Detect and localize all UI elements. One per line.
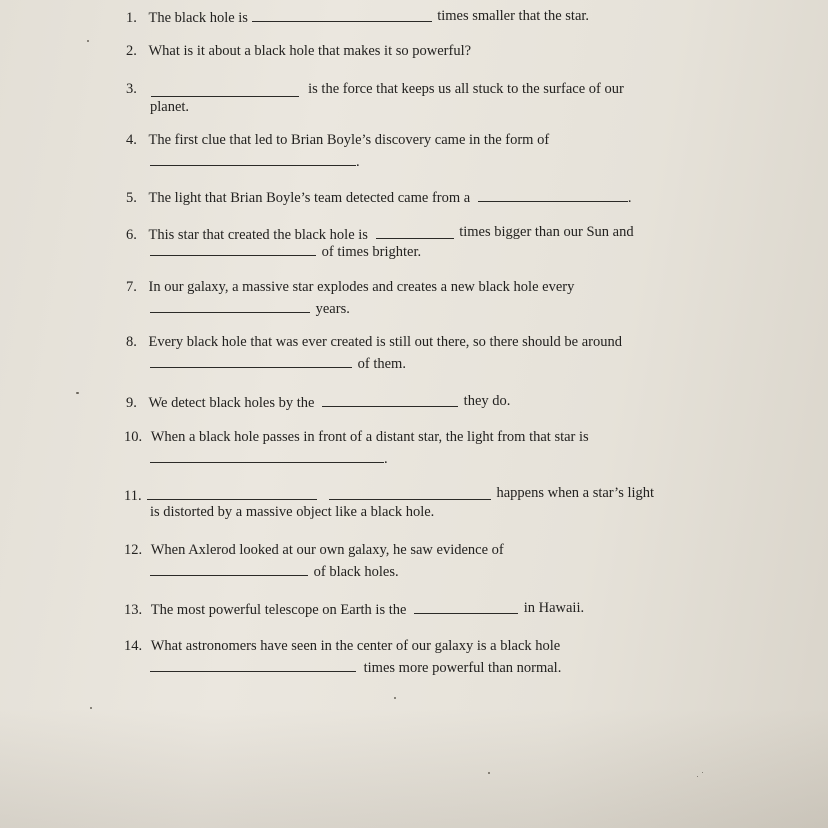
question-number: 5. <box>126 190 137 206</box>
answer-blank[interactable] <box>150 241 316 256</box>
question-7-continued <box>150 298 350 318</box>
paper-speck <box>394 697 396 699</box>
question-text: This star that created the black hole is <box>148 227 368 243</box>
question-11 <box>124 485 654 505</box>
answer-blank[interactable] <box>478 187 628 202</box>
question-9 <box>126 392 510 412</box>
question-13 <box>124 599 584 619</box>
question-text: of them. <box>357 356 406 372</box>
question-text: When Axlerod looked at our own galaxy, he saw evidence of <box>150 542 504 558</box>
question-10-answer-line <box>150 448 388 468</box>
question-text: When a black hole passes in front of a distant star, the light from that star is <box>150 429 589 445</box>
question-text: years. <box>315 301 350 317</box>
question-4 <box>126 131 549 149</box>
answer-blank[interactable] <box>147 485 317 500</box>
question-8 <box>126 333 622 351</box>
question-number: 1. <box>126 10 137 26</box>
question-text: in Hawaii. <box>523 600 585 616</box>
question-text: . <box>356 154 360 170</box>
answer-blank[interactable] <box>150 448 384 463</box>
question-text: is the force that keeps us all stuck to the surface of our <box>308 81 624 97</box>
question-text: The first clue that led to Brian Boyle’s discovery came in the form of <box>148 132 550 148</box>
question-text: In our galaxy, a massive star explodes and creates a new black hole every <box>148 279 575 295</box>
paper-shadow <box>0 708 828 828</box>
question-number: 10. <box>124 429 143 445</box>
answer-blank[interactable] <box>150 353 352 368</box>
answer-blank[interactable] <box>414 599 518 614</box>
question-10 <box>124 428 589 446</box>
question-1 <box>126 7 589 27</box>
question-text: We detect black holes by the <box>148 395 315 411</box>
question-text: happens when a star’s light <box>496 485 655 501</box>
answer-blank[interactable] <box>150 151 356 166</box>
question-11-continued: is distorted by a massive object like a black hole. <box>150 504 435 520</box>
question-number: 9. <box>126 395 137 411</box>
question-7 <box>126 278 574 296</box>
question-text: they do. <box>463 393 511 409</box>
question-number: 4. <box>126 132 137 148</box>
paper-speck <box>87 40 89 42</box>
question-text: times bigger than our Sun and <box>459 224 634 240</box>
question-12 <box>124 541 504 559</box>
answer-blank[interactable] <box>150 561 308 576</box>
question-number: 6. <box>126 227 137 243</box>
question-number: 11. <box>124 488 142 504</box>
question-text: . <box>627 190 632 206</box>
question-3-continued: planet. <box>150 99 190 115</box>
question-text: The most powerful telescope on Earth is the <box>150 602 407 618</box>
question-number: 2. <box>126 43 137 59</box>
question-number: 12. <box>124 542 143 558</box>
question-text: Every black hole that was ever created is still out there, so there should be around <box>148 334 623 350</box>
question-text: What astronomers have seen in the center of our galaxy is a black hole <box>150 638 561 654</box>
question-text: of black holes. <box>313 564 399 580</box>
question-text: times smaller that the star. <box>437 8 590 24</box>
question-number: 3. <box>126 81 137 97</box>
question-5 <box>126 187 631 207</box>
question-14-continued <box>150 657 561 677</box>
question-number: 7. <box>126 279 137 295</box>
question-text: What is it about a black hole that makes it so powerful? <box>148 43 472 59</box>
question-text: . <box>384 451 388 467</box>
question-number: 14. <box>124 638 143 654</box>
answer-blank[interactable] <box>151 82 299 97</box>
paper-speck <box>76 392 79 394</box>
answer-blank[interactable] <box>150 657 356 672</box>
question-number: 13. <box>124 602 143 618</box>
question-number: 8. <box>126 334 137 350</box>
question-3 <box>126 78 624 98</box>
question-text: The black hole is <box>148 10 248 26</box>
question-text: times more powerful than normal. <box>363 660 562 676</box>
answer-blank[interactable] <box>376 224 454 239</box>
answer-blank[interactable] <box>252 7 432 22</box>
question-6-continued <box>150 241 421 261</box>
question-4-answer-line <box>150 151 360 171</box>
question-14 <box>124 637 560 655</box>
question-8-continued <box>150 353 406 373</box>
question-text: of times brighter. <box>321 244 422 260</box>
question-12-continued <box>150 561 399 581</box>
answer-blank[interactable] <box>329 485 491 500</box>
answer-blank[interactable] <box>322 392 458 407</box>
question-2 <box>126 42 471 60</box>
question-text: The light that Brian Boyle’s team detected came from a <box>148 190 471 206</box>
answer-blank[interactable] <box>150 298 310 313</box>
